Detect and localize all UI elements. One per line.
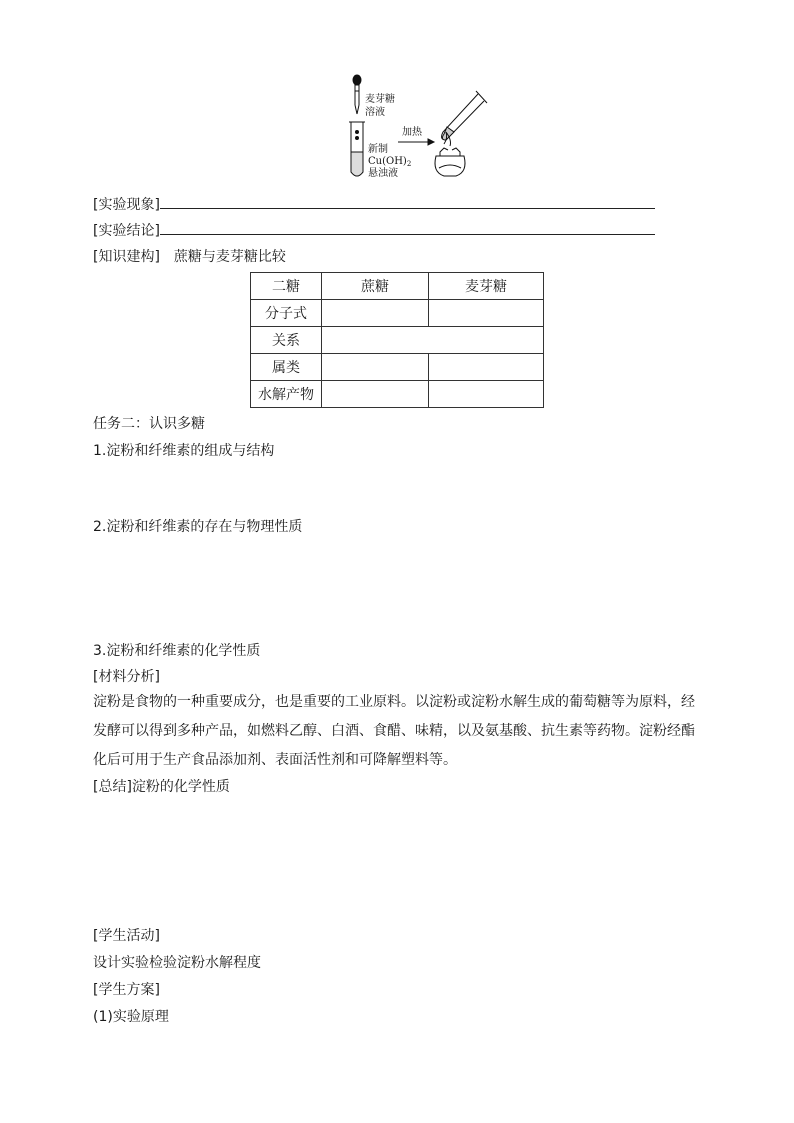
dropper-icon [353, 75, 361, 114]
table-header-cell: 二糖 [251, 273, 322, 300]
summary-label: [总结]淀粉的化学性质 [93, 779, 230, 795]
principle-label: (1)实验原理 [93, 1009, 169, 1025]
conclusion-label: [实验结论] [93, 223, 160, 239]
test-tube-icon [349, 122, 365, 176]
task2-title: 任务二：认识多糖 [93, 416, 205, 432]
table-cell-blank[interactable] [429, 354, 544, 381]
dropper-label-1: 麦芽糖 [365, 94, 395, 105]
table-row-label: 分子式 [251, 300, 322, 327]
arrow-icon [398, 139, 434, 145]
table-row [251, 381, 544, 408]
table-row [251, 327, 544, 354]
table-cell-blank[interactable] [322, 381, 429, 408]
activity-label: [学生活动] [93, 928, 160, 944]
experiment-figure [340, 72, 490, 184]
table-header-row [251, 273, 544, 300]
table-cell-blank[interactable] [322, 327, 544, 354]
table-header-cell: 麦芽糖 [429, 273, 544, 300]
material-label: [材料分析] [93, 669, 160, 685]
phenomenon-line [93, 194, 655, 215]
table-row-label: 关系 [251, 327, 322, 354]
knowledge-heading: [知识建构] 蔗糖与麦芽糖比较 [93, 249, 286, 265]
table-cell-blank[interactable] [429, 381, 544, 408]
heating-setup-icon [435, 91, 487, 176]
conclusion-line [93, 220, 655, 241]
table-row-label: 属类 [251, 354, 322, 381]
table-cell-blank[interactable] [429, 300, 544, 327]
task2-item-1: 1.淀粉和纤维素的组成与结构 [93, 443, 275, 459]
dropper-label-2: 溶液 [365, 107, 385, 118]
table-row [251, 354, 544, 381]
table-cell-blank[interactable] [322, 300, 429, 327]
table-cell-blank[interactable] [322, 354, 429, 381]
activity-task: 设计实验检验淀粉水解程度 [93, 955, 261, 971]
table-row-label: 水解产物 [251, 381, 322, 408]
task2-item-3: 3.淀粉和纤维素的化学性质 [93, 643, 261, 659]
phenomenon-answer-blank[interactable] [160, 194, 655, 209]
table-row [251, 300, 544, 327]
table-header-cell: 蔗糖 [322, 273, 429, 300]
tube-label-2: $Cu(OH)_2$ [368, 156, 412, 168]
conclusion-answer-blank[interactable] [160, 220, 655, 235]
comparison-table [250, 272, 544, 408]
arrow-label: 加热 [402, 127, 422, 138]
material-paragraph: 淀粉是食物的一种重要成分，也是重要的工业原料。以淀粉或淀粉水解生成的葡萄糖等为原料，经发酵可以得到多种产品，如燃料乙醇、白酒、食醋、味精，以及氨基酸、抗生素等药物。淀粉经酯化后可用于生产食品添加剂、表面活性剂和可降解塑料等。 [93, 694, 695, 768]
phenomenon-label: [实验现象] [93, 197, 160, 213]
plan-label: [学生方案] [93, 982, 160, 998]
task2-item-2: 2.淀粉和纤维素的存在与物理性质 [93, 519, 303, 535]
tube-label-3: 悬浊液 [368, 168, 398, 179]
tube-label-1: 新制 [368, 144, 388, 155]
